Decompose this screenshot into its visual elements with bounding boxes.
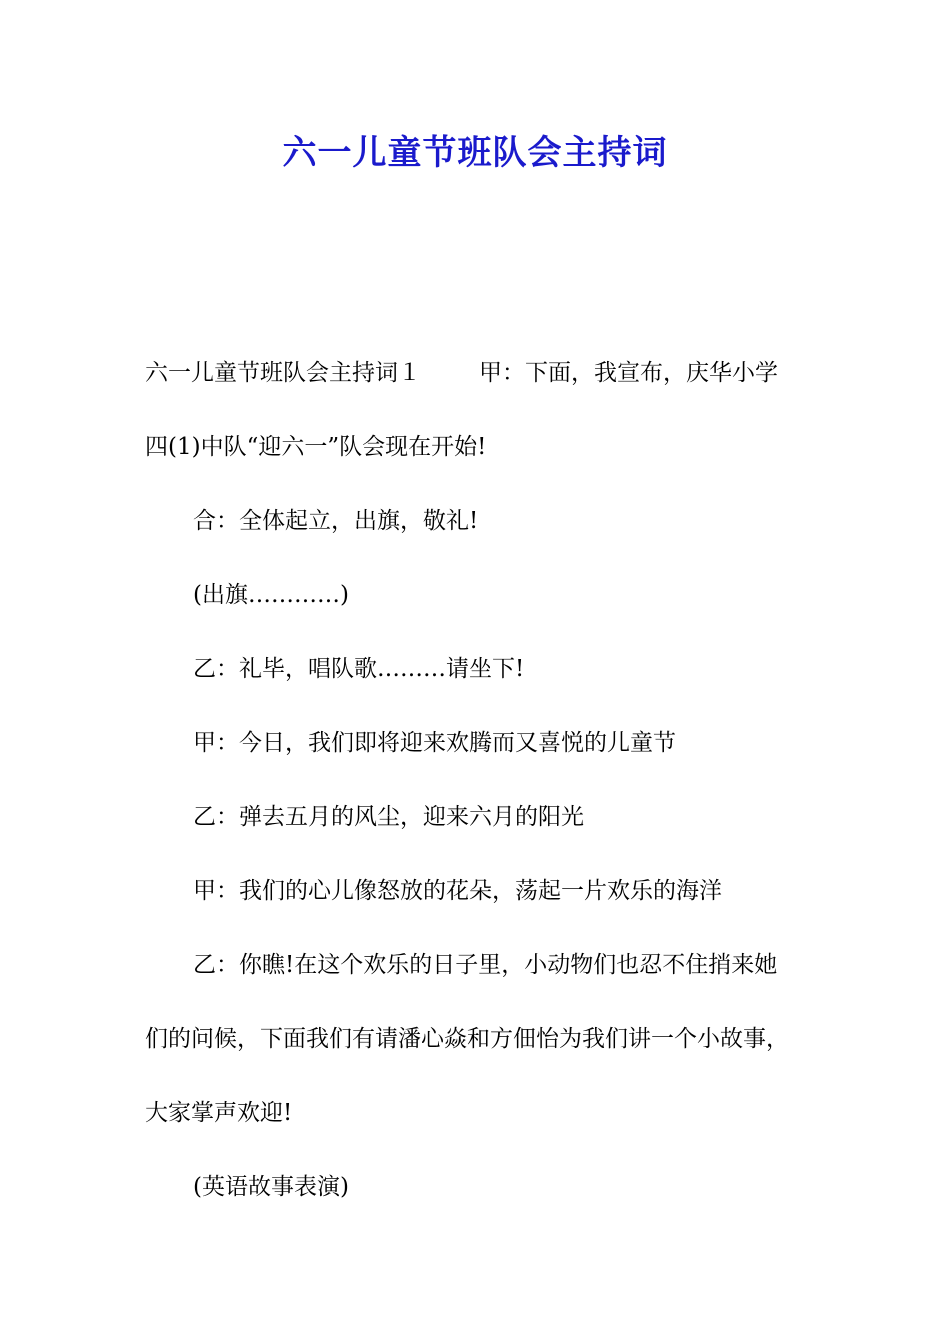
paragraph-line: 合：全体起立，出旗，敬礼! — [193, 508, 479, 534]
paragraph-line: 甲：我们的心儿像怒放的花朵，荡起一片欢乐的海洋 — [193, 878, 722, 904]
paragraph-line: (英语故事表演) — [193, 1174, 349, 1200]
paragraph-line: 甲：今日，我们即将迎来欢腾而又喜悦的儿童节 — [193, 730, 676, 756]
document-title: 六一儿童节班队会主持词 — [282, 133, 668, 173]
paragraph-line: 乙：你瞧!在这个欢乐的日子里，小动物们也忍不住捎来她 — [193, 952, 778, 978]
document-body — [145, 336, 820, 1224]
paragraph-line — [145, 336, 820, 410]
paragraph-line: 们的问候，下面我们有请潘心焱和方佃怡为我们讲一个小故事， — [145, 1026, 789, 1052]
paragraph-heading: 六一儿童节班队会主持词１ — [145, 360, 421, 386]
paragraph-line: 四(1)中队“迎六一”队会现在开始! — [145, 434, 487, 460]
paragraph-line: 乙：礼毕，唱队歌………请坐下! — [193, 656, 525, 682]
paragraph-line: (出旗…………) — [193, 582, 349, 608]
paragraph-line: 乙：弹去五月的风尘，迎来六月的阳光 — [193, 804, 584, 830]
paragraph-text: 甲：下面，我宣布，庆华小学 — [479, 360, 778, 386]
paragraph-line: 大家掌声欢迎! — [145, 1100, 293, 1126]
